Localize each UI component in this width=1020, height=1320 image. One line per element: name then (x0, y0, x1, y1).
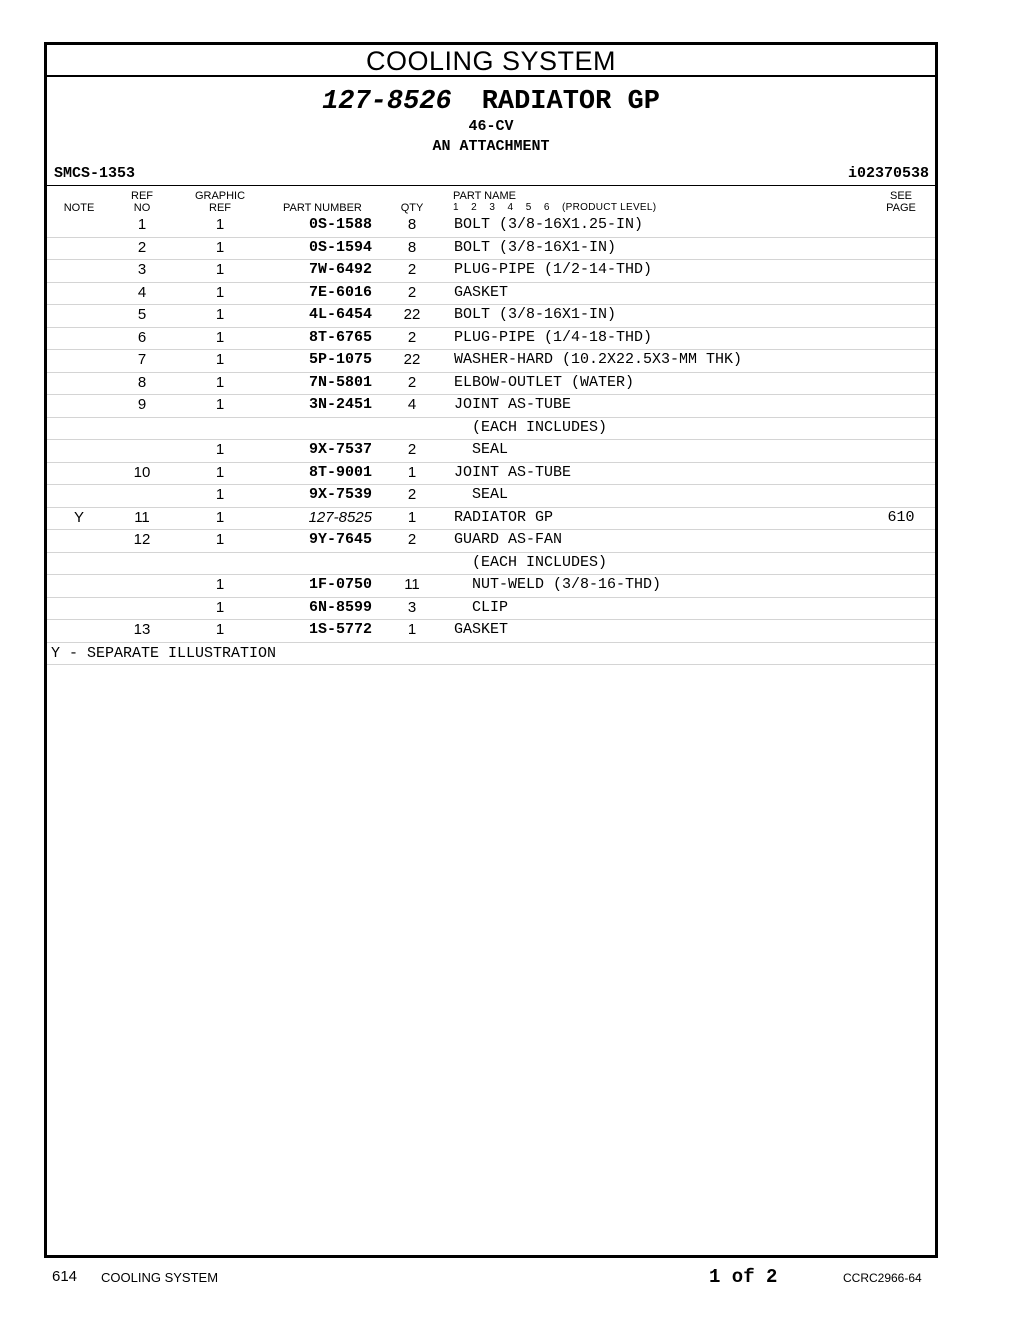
table-row (47, 418, 935, 441)
row-qty: 2 (407, 441, 417, 458)
table-row (47, 530, 935, 553)
row-ref-no: 3 (137, 261, 147, 278)
group-part-number: 127-8526 (322, 87, 452, 117)
row-graphic-ref: 1 (215, 373, 225, 391)
row-part-number: 7W-6492 (308, 261, 372, 278)
row-part-name: WASHER-HARD (10.2X22.5X3-MM THK) (454, 351, 743, 368)
row-part-name: RADIATOR GP (454, 508, 554, 526)
table-row (47, 395, 935, 418)
parts-table-body (47, 215, 935, 643)
row-part-number: 8T-6765 (308, 328, 372, 346)
col-graphic-bottom: REF (209, 202, 231, 214)
row-graphic-ref: 1 (215, 508, 225, 526)
illustration-id: i02370538 (847, 165, 929, 182)
row-part-name: PLUG-PIPE (1/4-18-THD) (454, 328, 653, 346)
row-qty: 3 (407, 598, 417, 616)
row-ref-no: 9 (137, 396, 147, 413)
row-qty: 2 (407, 486, 417, 503)
col-see-page (877, 190, 925, 214)
row-graphic-ref: 1 (215, 598, 225, 616)
footer-page-number: 614 (52, 1268, 78, 1285)
table-row (47, 508, 935, 531)
table-row (47, 305, 935, 328)
table-row (47, 598, 935, 621)
row-ref-no: 6 (137, 328, 147, 346)
table-row (47, 440, 935, 463)
row-qty: 1 (407, 508, 417, 526)
row-qty: 2 (407, 283, 417, 301)
footer-page-of: 1 of 2 (709, 1266, 778, 1288)
row-graphic-ref: 1 (215, 216, 225, 233)
smcs-row (47, 165, 935, 186)
col-qty: QTY (400, 202, 424, 214)
table-row (47, 553, 935, 576)
row-part-number: 8T-9001 (308, 463, 372, 481)
row-part-number: 4L-6454 (308, 306, 372, 323)
row-graphic-ref: 1 (215, 306, 225, 323)
row-graphic-ref: 1 (215, 531, 225, 548)
col-part-name (453, 190, 656, 214)
group-name: RADIATOR GP (481, 87, 660, 117)
row-part-number: 5P-1075 (308, 351, 372, 368)
table-row (47, 373, 935, 396)
group-header (47, 77, 935, 157)
row-part-name: SEAL (454, 441, 509, 458)
row-qty: 2 (407, 373, 417, 391)
group-attachment: AN ATTACHMENT (432, 138, 550, 155)
row-part-name: CLIP (454, 598, 509, 616)
col-note: NOTE (63, 202, 95, 214)
col-graphic-top: GRAPHIC (194, 190, 246, 202)
row-ref-no: 11 (134, 508, 150, 526)
row-graphic-ref: 1 (215, 463, 225, 481)
row-qty: 22 (403, 306, 421, 323)
table-row (47, 238, 935, 261)
row-ref-no: 1 (137, 216, 147, 233)
row-part-number: 127-8525 (308, 508, 372, 526)
col-graphic-ref (187, 190, 253, 214)
row-ref-no: 13 (133, 621, 151, 638)
row-part-number: 9X-7537 (308, 441, 372, 458)
row-ref-no: 7 (137, 351, 147, 368)
table-row (47, 463, 935, 486)
row-part-number: 3N-2451 (308, 396, 372, 413)
row-part-number: 0S-1594 (308, 238, 372, 256)
row-qty: 2 (407, 328, 417, 346)
col-see-bottom: PAGE (886, 202, 916, 214)
row-part-number: 0S-1588 (308, 216, 372, 233)
parts-page-frame (44, 42, 938, 1258)
row-graphic-ref: 1 (215, 283, 225, 301)
row-qty: 1 (407, 621, 417, 638)
row-qty: 8 (407, 238, 417, 256)
row-graphic-ref: 1 (215, 328, 225, 346)
row-part-name: (EACH INCLUDES) (454, 553, 608, 571)
row-graphic-ref: 1 (215, 486, 225, 503)
row-part-name: ELBOW-OUTLET (WATER) (454, 373, 635, 391)
row-graphic-ref: 1 (215, 351, 225, 368)
row-qty: 1 (407, 463, 417, 481)
row-part-name: GASKET (454, 283, 509, 301)
row-part-number: 7E-6016 (308, 283, 372, 301)
row-graphic-ref: 1 (215, 441, 225, 458)
row-qty: 11 (404, 576, 420, 593)
row-part-name: SEAL (454, 486, 509, 503)
table-row (47, 350, 935, 373)
row-part-name: BOLT (3/8-16X1-IN) (454, 238, 617, 256)
row-part-name: NUT-WELD (3/8-16-THD) (454, 576, 662, 593)
row-graphic-ref: 1 (215, 396, 225, 413)
row-part-number: 1F-0750 (308, 576, 372, 593)
row-qty: 4 (407, 396, 417, 413)
row-ref-no: 8 (137, 373, 147, 391)
row-part-name: BOLT (3/8-16X1.25-IN) (454, 216, 644, 233)
row-part-number: 9Y-7645 (308, 531, 372, 548)
column-headers (47, 186, 935, 215)
group-title (47, 87, 935, 117)
row-qty: 8 (407, 216, 417, 233)
row-qty: 22 (403, 351, 421, 368)
row-part-number: 9X-7539 (308, 486, 372, 503)
col-part-name-label: PART NAME (453, 190, 516, 202)
smcs-code: SMCS-1353 (54, 165, 136, 182)
footnote: Y - SEPARATE ILLUSTRATION (47, 643, 935, 665)
row-part-number: 6N-8599 (308, 598, 372, 616)
row-note: Y (73, 508, 84, 526)
section-title: COOLING SYSTEM (47, 45, 935, 77)
table-row (47, 260, 935, 283)
row-graphic-ref: 1 (215, 261, 225, 278)
row-graphic-ref: 1 (215, 576, 225, 593)
table-row (47, 620, 935, 643)
row-graphic-ref: 1 (215, 238, 225, 256)
page-footer (0, 1266, 1020, 1290)
row-part-name: JOINT AS-TUBE (454, 463, 572, 481)
table-row (47, 283, 935, 306)
row-part-name: GASKET (454, 621, 509, 638)
row-qty: 2 (407, 261, 417, 278)
col-ref-bottom: NO (133, 202, 151, 214)
row-part-name: BOLT (3/8-16X1-IN) (454, 306, 617, 323)
row-ref-no: 12 (133, 531, 151, 548)
row-part-number: 7N-5801 (308, 373, 372, 391)
col-see-top: SEE (889, 190, 912, 202)
col-product-levels: 1 2 3 4 5 6 (PRODUCT LEVEL) (453, 202, 657, 213)
footer-section: COOLING SYSTEM (101, 1270, 219, 1285)
row-part-name: PLUG-PIPE (1/2-14-THD) (454, 261, 653, 278)
table-row (47, 215, 935, 238)
row-part-name: JOINT AS-TUBE (454, 396, 572, 413)
row-part-number: 1S-5772 (308, 621, 372, 638)
row-ref-no: 2 (137, 238, 147, 256)
row-ref-no: 5 (137, 306, 147, 323)
table-row (47, 328, 935, 351)
group-model: 46-CV (468, 118, 514, 135)
col-part-number: PART NUMBER (283, 202, 362, 214)
row-ref-no: 4 (137, 283, 147, 301)
col-ref-top: REF (131, 190, 153, 202)
table-row (47, 575, 935, 598)
row-ref-no: 10 (133, 463, 151, 481)
row-part-name: GUARD AS-FAN (454, 531, 563, 548)
row-graphic-ref: 1 (215, 621, 225, 638)
table-row (47, 485, 935, 508)
footer-doc-code: CCRC2966-64 (843, 1271, 922, 1285)
col-ref-no (127, 190, 157, 214)
row-see-page: 610 (887, 508, 915, 526)
row-part-name: (EACH INCLUDES) (454, 418, 608, 436)
row-qty: 2 (407, 531, 417, 548)
